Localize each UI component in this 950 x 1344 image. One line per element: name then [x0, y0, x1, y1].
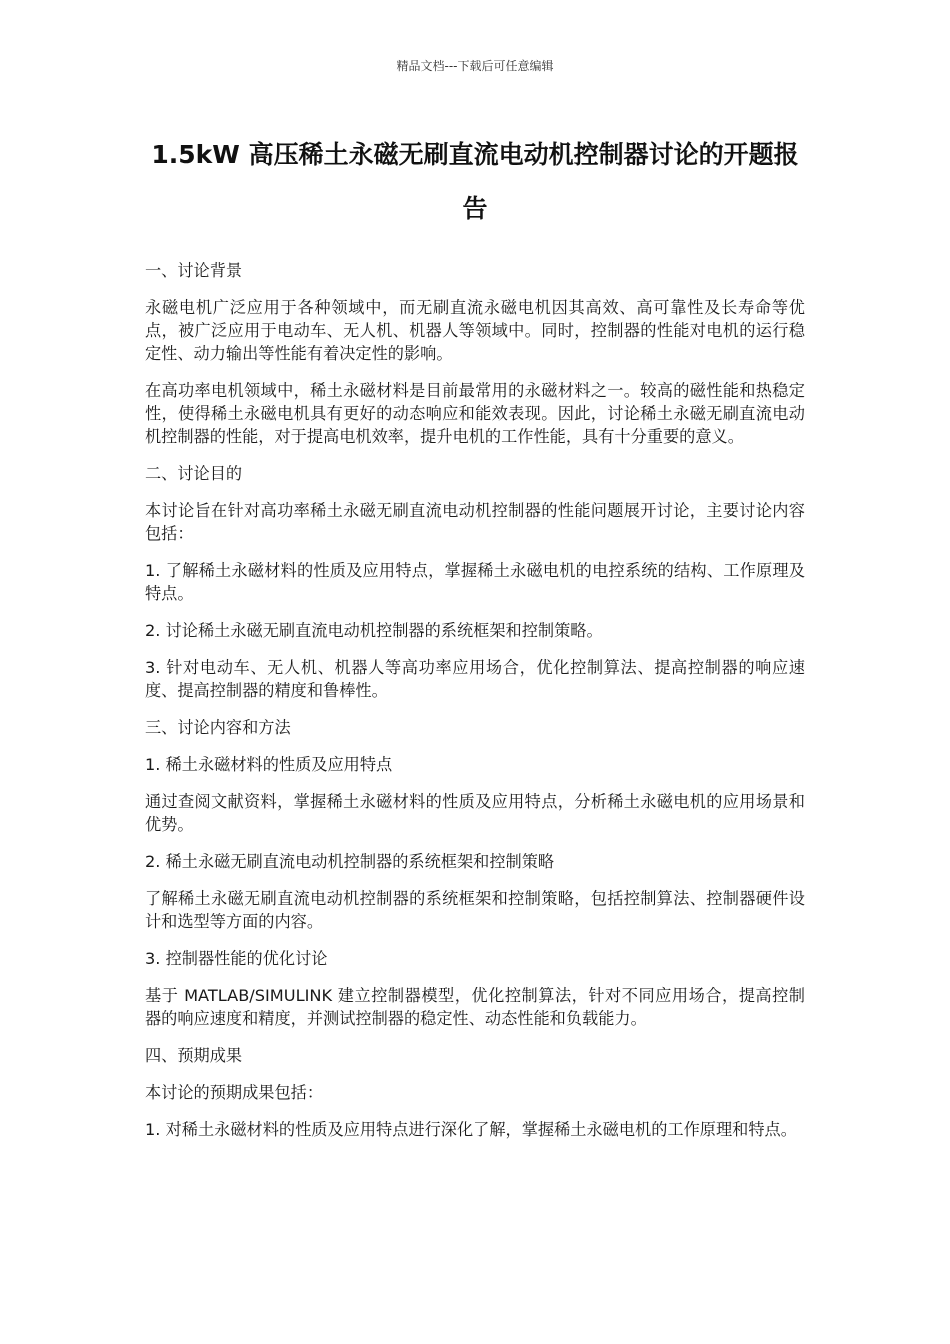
section-heading-expected-results: 四、预期成果: [145, 1046, 243, 1065]
list-item-purpose-1: 1. 了解稀土永磁材料的性质及应用特点，掌握稀土永磁电机的电控系统的结构、工作原理及特点。: [145, 561, 805, 603]
subheading-system-framework: 2. 稀土永磁无刷直流电动机控制器的系统框架和控制策略: [145, 852, 555, 871]
section-heading-purpose: 二、讨论目的: [145, 464, 243, 483]
list-item-expected-result-1: 1. 对稀土永磁材料的性质及应用特点进行深化了解，掌握稀土永磁电机的工作原理和特点。: [145, 1120, 797, 1139]
paragraph-system-framework: 了解稀土永磁无刷直流电动机控制器的系统框架和控制策略，包括控制算法、控制器硬件设计和选型等方面的内容。: [145, 889, 805, 931]
list-item-purpose-3: 3. 针对电动车、无人机、机器人等高功率应用场合，优化控制算法、提高控制器的响应速度、提高控制器的精度和鲁棒性。: [145, 658, 805, 700]
section-heading-background: 一、讨论背景: [145, 261, 243, 280]
paragraph-material-properties: 通过查阅文献资料，掌握稀土永磁材料的性质及应用特点，分析稀土永磁电机的应用场景和优势。: [145, 792, 805, 834]
paragraph-background-2: 在高功率电机领域中，稀土永磁材料是目前最常用的永磁材料之一。较高的磁性能和热稳定性，使得稀土永磁电机具有更好的动态响应和能效表现。因此，讨论稀土永磁无刷直流电动机控制器的性能，对于提高电机效率，提升电机的工作性能，具有十分重要的意义。: [145, 381, 805, 446]
paragraph-performance-optimization: 基于 MATLAB/SIMULINK 建立控制器模型，优化控制算法，针对不同应用场合，提高控制器的响应速度和精度，并测试控制器的稳定性、动态性能和负载能力。: [145, 986, 805, 1028]
paragraph-background-1: 永磁电机广泛应用于各种领域中，而无刷直流永磁电机因其高效、高可靠性及长寿命等优点，被广泛应用于电动车、无人机、机器人等领域中。同时，控制器的性能对电机的运行稳定性、动力输出等性能有着决定性的影响。: [145, 298, 805, 363]
section-heading-content-method: 三、讨论内容和方法: [145, 718, 291, 737]
list-item-purpose-2: 2. 讨论稀土永磁无刷直流电动机控制器的系统框架和控制策略。: [145, 621, 603, 640]
page-header-note: 精品文档---下载后可任意编辑: [396, 59, 554, 73]
subheading-material-properties: 1. 稀土永磁材料的性质及应用特点: [145, 755, 393, 774]
paragraph-purpose-intro: 本讨论旨在针对高功率稀土永磁无刷直流电动机控制器的性能问题展开讨论，主要讨论内容包括：: [145, 501, 805, 543]
paragraph-expected-results-intro: 本讨论的预期成果包括：: [145, 1083, 324, 1102]
subheading-performance-optimization: 3. 控制器性能的优化讨论: [145, 949, 328, 968]
document-body: [145, 259, 805, 1155]
document-title: 1.5kW 高压稀土永磁无刷直流电动机控制器讨论的开题报告: [151, 140, 799, 223]
